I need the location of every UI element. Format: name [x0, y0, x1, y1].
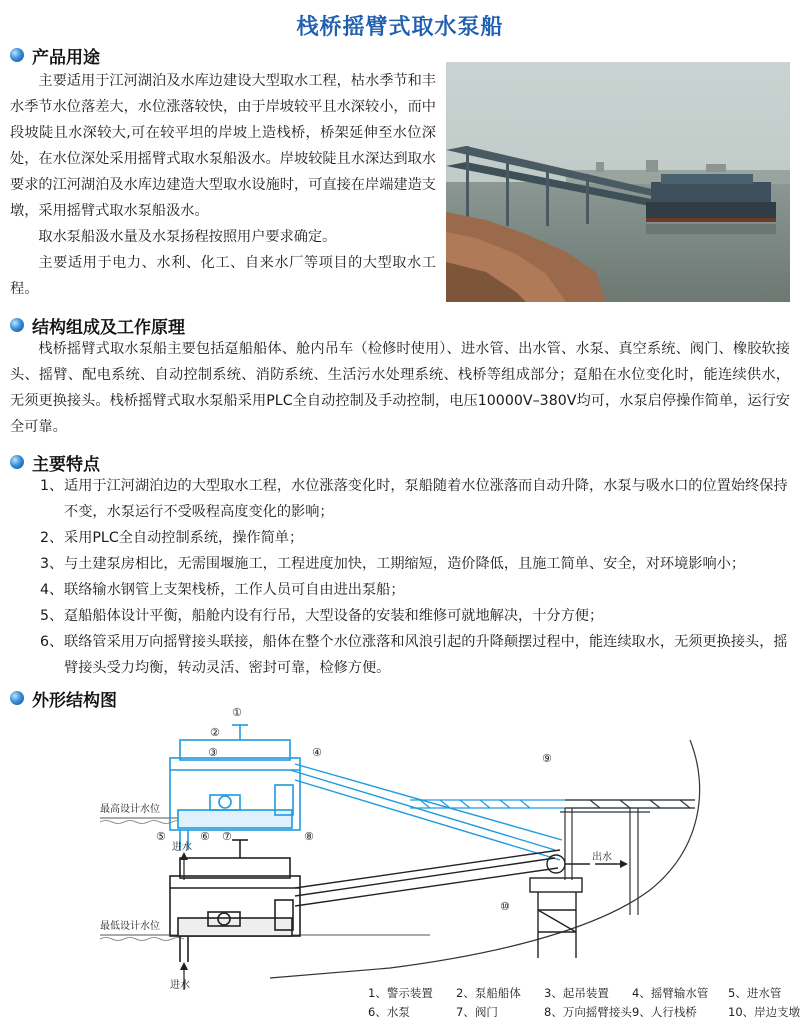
feature-item — [40, 473, 790, 525]
diagram-legend — [368, 984, 800, 1022]
feature-text: 趸船船体设计平衡，船舱内设有行吊，大型设备的安装和维修可就地解决，十分方便； — [64, 608, 604, 624]
feature-text: 联络管采用万向摇臂接头联接，船体在整个水位涨落和风浪引起的升降颠摆过程中，能连续取水，无须更换接头，摇臂接头受力均衡，转动灵活、密封可靠，检修方便。 — [64, 634, 788, 676]
legend-item: 1、警示装置 — [368, 986, 433, 1000]
callout-1: ① — [232, 706, 242, 719]
bullet-icon — [10, 455, 24, 469]
legend-item: 10、岸边支墩 — [728, 1005, 800, 1019]
legend-item: 3、起吊装置 — [544, 986, 609, 1000]
feature-text: 采用PLC全自动控制系统，操作简单； — [64, 530, 304, 546]
pump-ship-high — [170, 725, 300, 850]
feature-number: 1、 — [40, 478, 64, 494]
feature-number: 2、 — [40, 530, 64, 546]
legend-item: 6、水泵 — [368, 1005, 410, 1019]
callout-4: ④ — [312, 746, 322, 759]
outlet-label: 出水 — [592, 852, 612, 863]
usage-paragraph-3: 主要适用于电力、水利、化工、自来水厂等项目的大型取水工程。 — [10, 255, 436, 297]
feature-number: 3、 — [40, 556, 64, 572]
legend-item: 5、进水管 — [728, 986, 782, 1000]
feature-item — [40, 525, 790, 551]
section-structure-body — [10, 336, 790, 440]
pump-ship-photo — [446, 62, 790, 302]
legend-item: 2、泵船船体 — [456, 986, 521, 1000]
feature-text: 适用于江河湖泊边的大型取水工程，水位涨落变化时，泵船随着水位涨落而自动升降，水泵与吸水口的位置始终保持不变，水泵运行不受吸程高度变化的影响； — [64, 478, 788, 520]
feature-text: 联络输水钢管上支架栈桥，工作人员可自由进出泵船； — [64, 582, 405, 598]
callout-5: ⑤ — [156, 830, 166, 843]
feature-number: 6、 — [40, 634, 64, 650]
section-diagram-title: 外形结构图 — [32, 690, 117, 711]
feature-number: 4、 — [40, 582, 64, 598]
section-usage-header — [10, 44, 100, 66]
callout-10: ⑩ — [500, 900, 510, 913]
callout-8: ⑧ — [304, 830, 314, 843]
feature-item — [40, 629, 790, 681]
page-title: 栈桥摇臂式取水泵船 — [296, 15, 504, 40]
legend-item: 4、摇臂输水管 — [632, 986, 709, 1000]
callout-2: ② — [210, 726, 220, 739]
usage-paragraph-2: 取水泵船汲水量及水泵扬程按照用户要求确定。 — [38, 229, 337, 245]
legend-row — [368, 1003, 800, 1022]
bullet-icon — [10, 48, 24, 62]
pump-ship-low — [170, 840, 300, 962]
section-features-header — [10, 451, 100, 473]
section-usage-title: 产品用途 — [32, 47, 100, 68]
high-water-label: 最高设计水位 — [100, 804, 160, 815]
structure-paragraph: 栈桥摇臂式取水泵船主要包括趸船船体、舱内吊车（检修时使用）、进水管、出水管、水泵、真空系统、阀门、橡胶软接头、摇臂、配电系统、自动控制系统、消防系统、生活污水处理系统、栈桥等组成部分；趸船在水位变化时，能连续供水，无须更换接头。栈桥摇臂式取水泵船采用PLC全自动控制及手动控制，电压10000V–380V均可，水泵启停操作简单，运行安全可靠。 — [10, 341, 790, 435]
legend-item: 8、万向摇臂接头 — [544, 1005, 632, 1019]
usage-paragraph-1: 主要适用于江河湖泊及水库边建设大型取水工程，枯水季节和丰水季节水位落差大，水位涨落较快，由于岸坡较平且水深较小，而中段坡陡且水深较大,可在较平坦的岸坡上造栈桥，桥架延伸至水位深处，在水位深处采用摇臂式取水泵船汲水。岸坡较陡且水深达到取水要求的江河湖泊及水库边建造大型取水设施时，可直接在岸端建造支墩，采用摇臂式取水泵船汲水。 — [10, 73, 436, 219]
section-usage-body — [10, 68, 436, 302]
callout-9: ⑨ — [542, 752, 552, 765]
low-water-label: 最低设计水位 — [100, 921, 160, 932]
bullet-icon — [10, 318, 24, 332]
feature-item — [40, 577, 790, 603]
inlet-label-bottom: 进水 — [170, 980, 190, 990]
bullet-icon — [10, 691, 24, 705]
section-structure-header — [10, 314, 185, 336]
feature-text: 与土建泵房相比，无需围堰施工，工程进度加快，工期缩短，造价降低，且施工简单、安全，对环境影响小； — [64, 556, 746, 572]
structure-diagram — [90, 700, 800, 1020]
legend-item: 7、阀门 — [456, 1005, 498, 1019]
legend-row — [368, 984, 800, 1003]
callout-7: ⑦ — [222, 830, 232, 843]
callout-6: ⑥ — [200, 830, 210, 843]
feature-number: 5、 — [40, 608, 64, 624]
feature-item — [40, 603, 790, 629]
swing-pipe-low — [295, 850, 560, 906]
legend-item: 9、人行栈桥 — [632, 1005, 697, 1019]
section-structure-title: 结构组成及工作原理 — [32, 317, 185, 338]
swing-pipe-high — [290, 764, 562, 860]
section-features-title: 主要特点 — [32, 454, 100, 475]
inlet-label-top: 进水 — [172, 842, 192, 853]
features-list — [40, 473, 790, 681]
callout-3: ③ — [208, 746, 218, 759]
feature-item — [40, 551, 790, 577]
